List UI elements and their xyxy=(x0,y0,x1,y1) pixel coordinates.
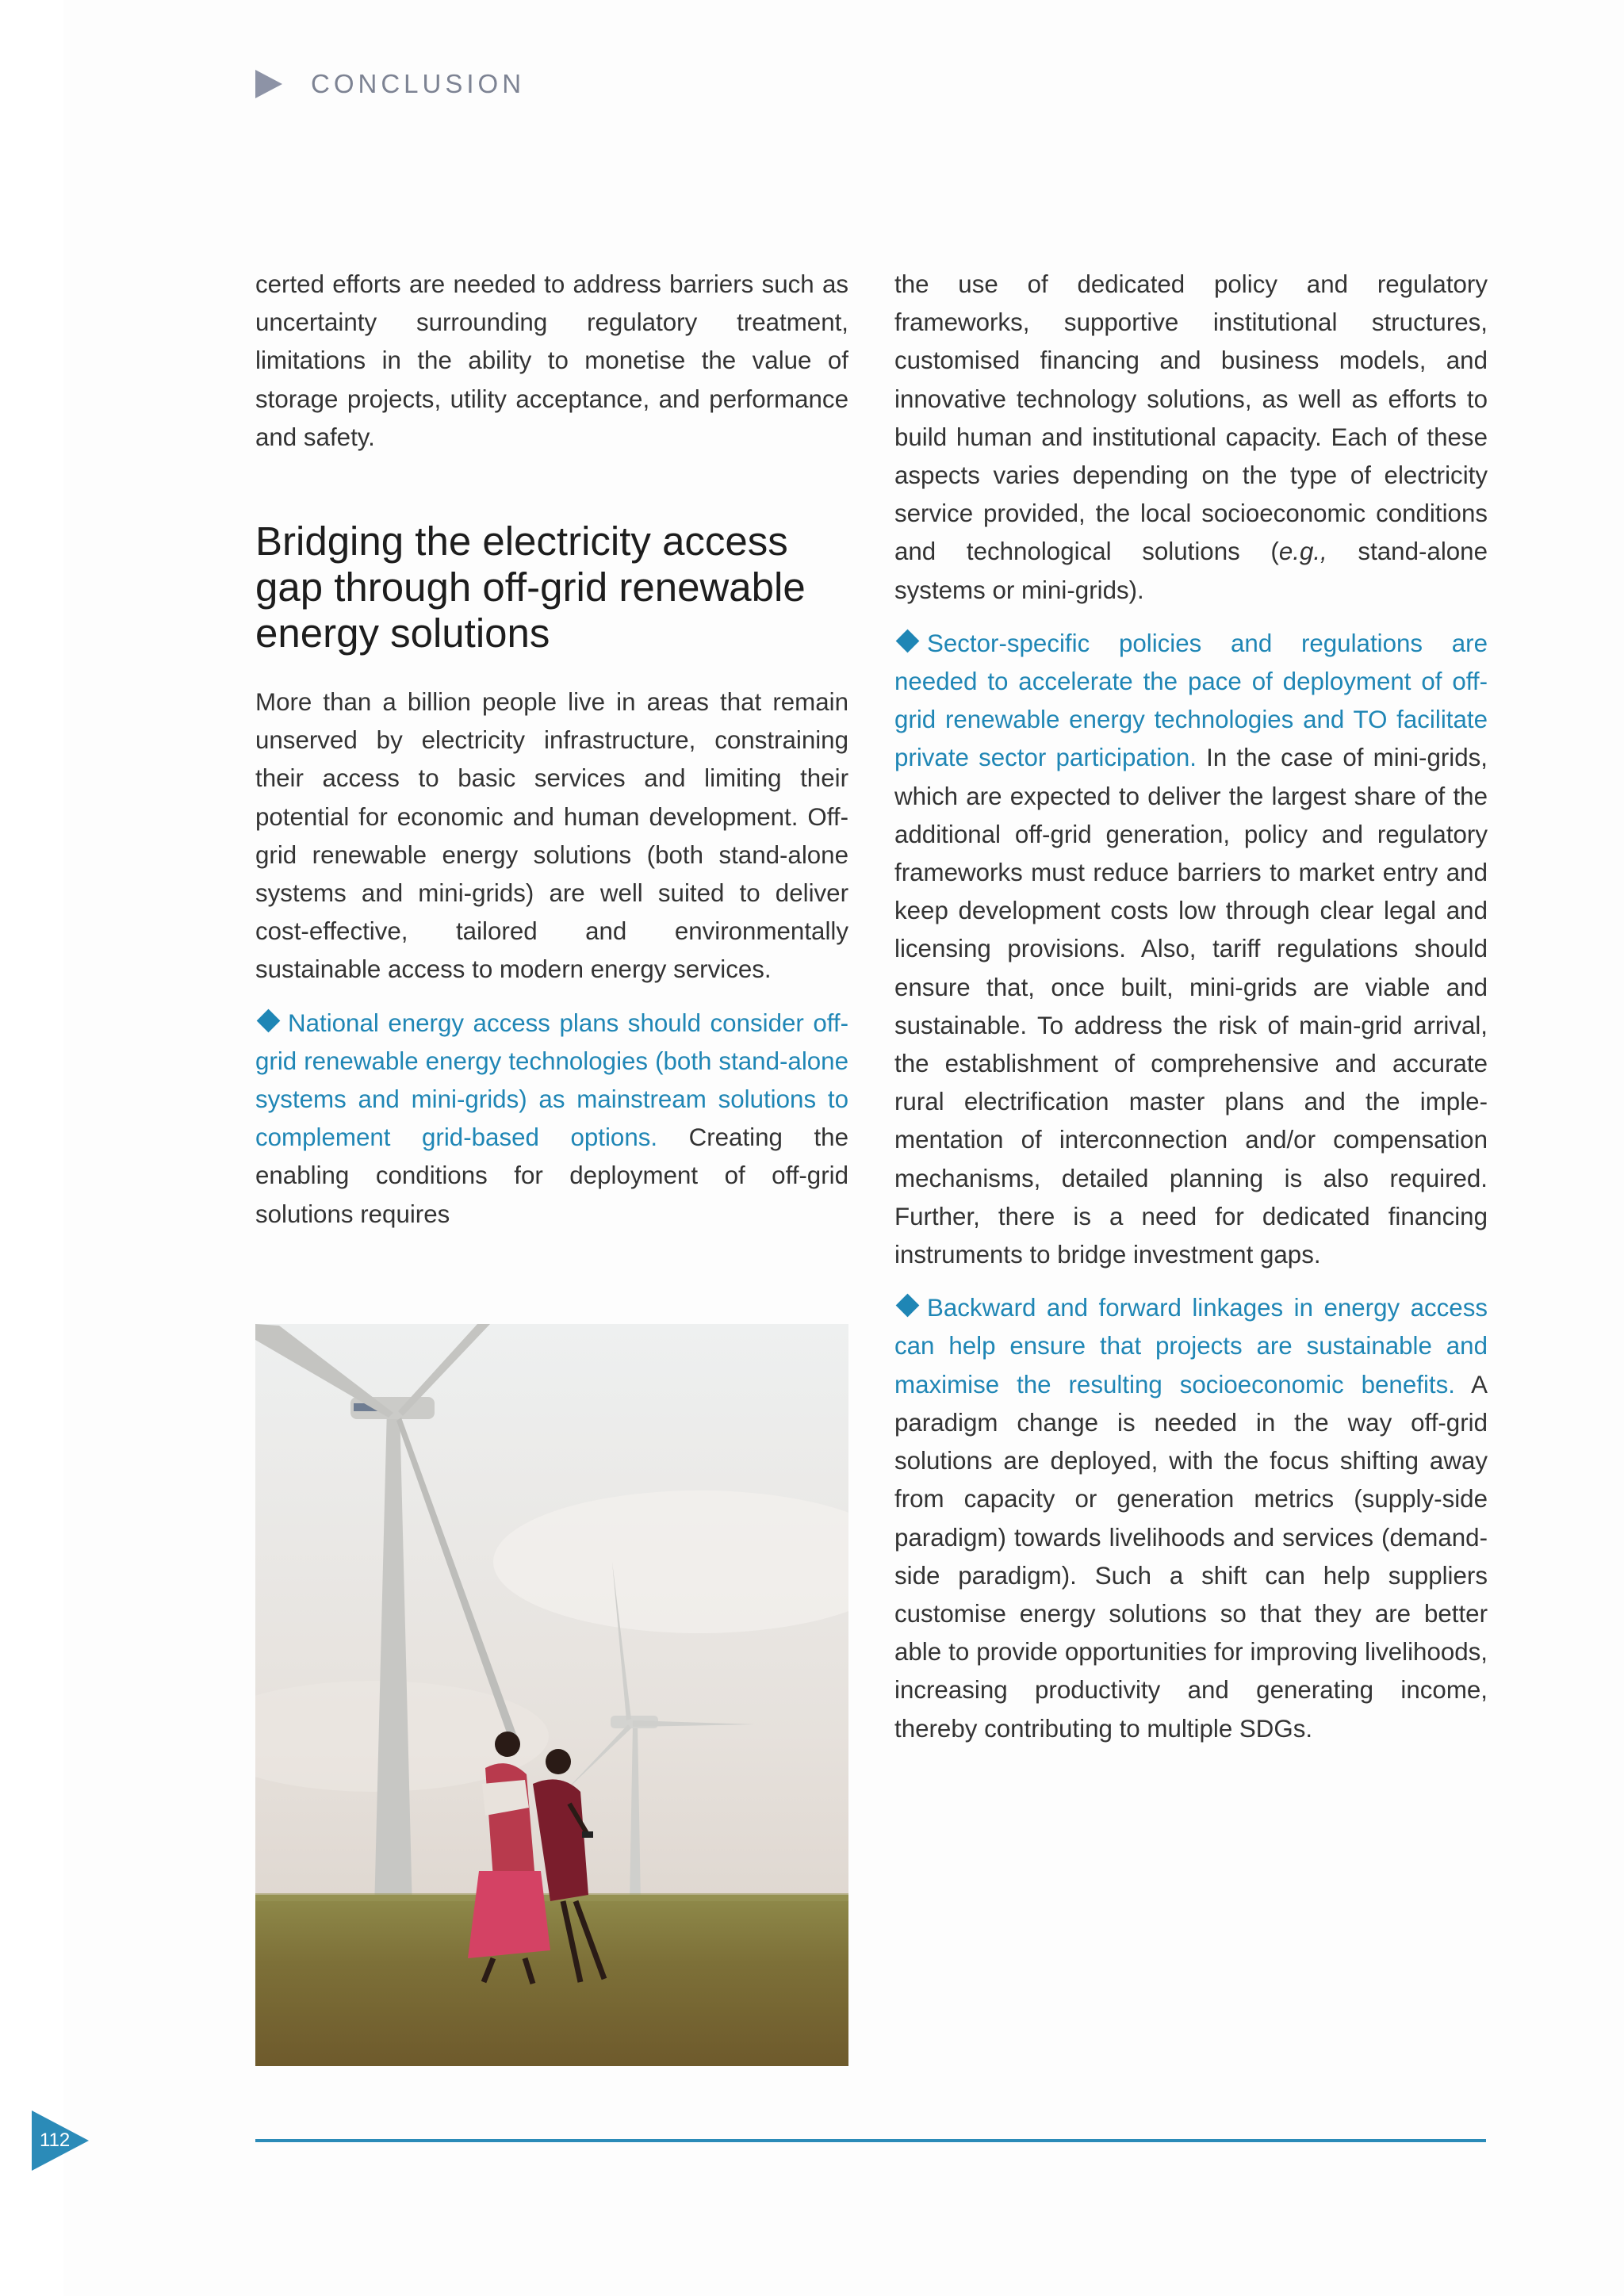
header-title: CONCLUSION xyxy=(311,69,526,98)
running-header xyxy=(255,65,525,103)
page-number: 112 xyxy=(40,2130,71,2151)
key-point-body: A paradigm change is needed in the way off-grid solutions are deployed, with the focus shifting away from capacity or generation metrics (supply-side paradigm) towards livelihoods and services (demand-side paradigm). Such a shift can help suppliers customise energy solutions so that they are better able to provide opportunities for improving livelihoods, increasing productivity and generating income, thereby contributing to multiple SDGs. xyxy=(894,1370,1488,1743)
continued-paragraph xyxy=(894,266,1488,610)
continued-text-b: stand-alone systems or mini-grids). xyxy=(894,538,1488,604)
intro-paragraph: certed efforts are needed to address barriers such as uncertainty surrounding regulatory treatment, limitations in the ability to monetise the value of storage projects, utility acceptance, and performance and safety. xyxy=(255,270,848,451)
key-point-body: Creating the enabling conditions for deployment of off-grid solutions requires xyxy=(255,1123,848,1228)
diamond-bullet-icon xyxy=(896,629,920,652)
body-paragraph: More than a billion people live in areas that remain unserved by electricity infrastructure, constraining their access to basic services and limiting their potential for economic and human development. Off-grid renewable energy solutions (both stand-alone systems and mini-grids) are well suited to deliver cost-effective, tailored and environmentally sustainable access to modern energy services. xyxy=(255,688,848,984)
continued-text-a: the use of dedicated policy and regulatory frameworks, supportive institutional structures, customised financing and business models, and innovative technology solutions, as well as efforts to build human and institutional capacity. Each of these aspects varies depending on the type of electricity service provided, the local socioeconomic conditions and technological solutions ( xyxy=(894,270,1488,566)
diamond-bullet-icon xyxy=(896,1294,920,1318)
key-point-highlight: Sector-specific policies and regulations are needed to accelerate the pace of deployment of off-grid renewable energy technologies and TO facilitate private sector participation. xyxy=(894,629,1488,772)
header-triangle-icon xyxy=(255,70,282,98)
key-point-highlight: National energy access plans should consider off-grid renewable energy technologies (both stand-alone systems and mini-grids) as mainstream solutions to complement grid-based options. xyxy=(255,1008,848,1152)
footer-rule xyxy=(255,2139,1486,2142)
right-column xyxy=(894,266,1488,1748)
key-point-paragraph xyxy=(894,1289,1488,1747)
page-margin-strip xyxy=(0,0,63,2296)
key-point-highlight: Backward and forward linkages in energy access can help ensure that projects are sustainable and maximise the resulting socioeconomic benefits. xyxy=(894,1294,1488,1399)
continued-text-eg: e.g., xyxy=(1278,538,1327,566)
section-heading: Bridging the electricity access gap through off-grid renewable energy solutions xyxy=(255,519,806,656)
key-point-paragraph xyxy=(894,625,1488,1274)
diamond-bullet-icon xyxy=(257,1008,281,1032)
key-point-body: In the case of mini-grids, which are expected to deliver the largest share of the additional off-grid generation, policy and regulatory frameworks must reduce barriers to market entry and keep development costs low through clear legal and licensing provisions. Also, tariff regulations should ensure that, once built, mini-grids are viable and sustainable. To address the risk of main-grid arrival, the establishment of comprehensive and accurate rural electrification master plans and the implementation of interconnection and/or compensation mechanisms, detailed planning is also required. Further, there is a need for dedicated financing instruments to bridge investment gaps. xyxy=(894,744,1488,1269)
wind-turbine-photo xyxy=(255,1324,848,2066)
key-point-paragraph xyxy=(255,1004,848,1234)
left-column xyxy=(255,266,848,1234)
